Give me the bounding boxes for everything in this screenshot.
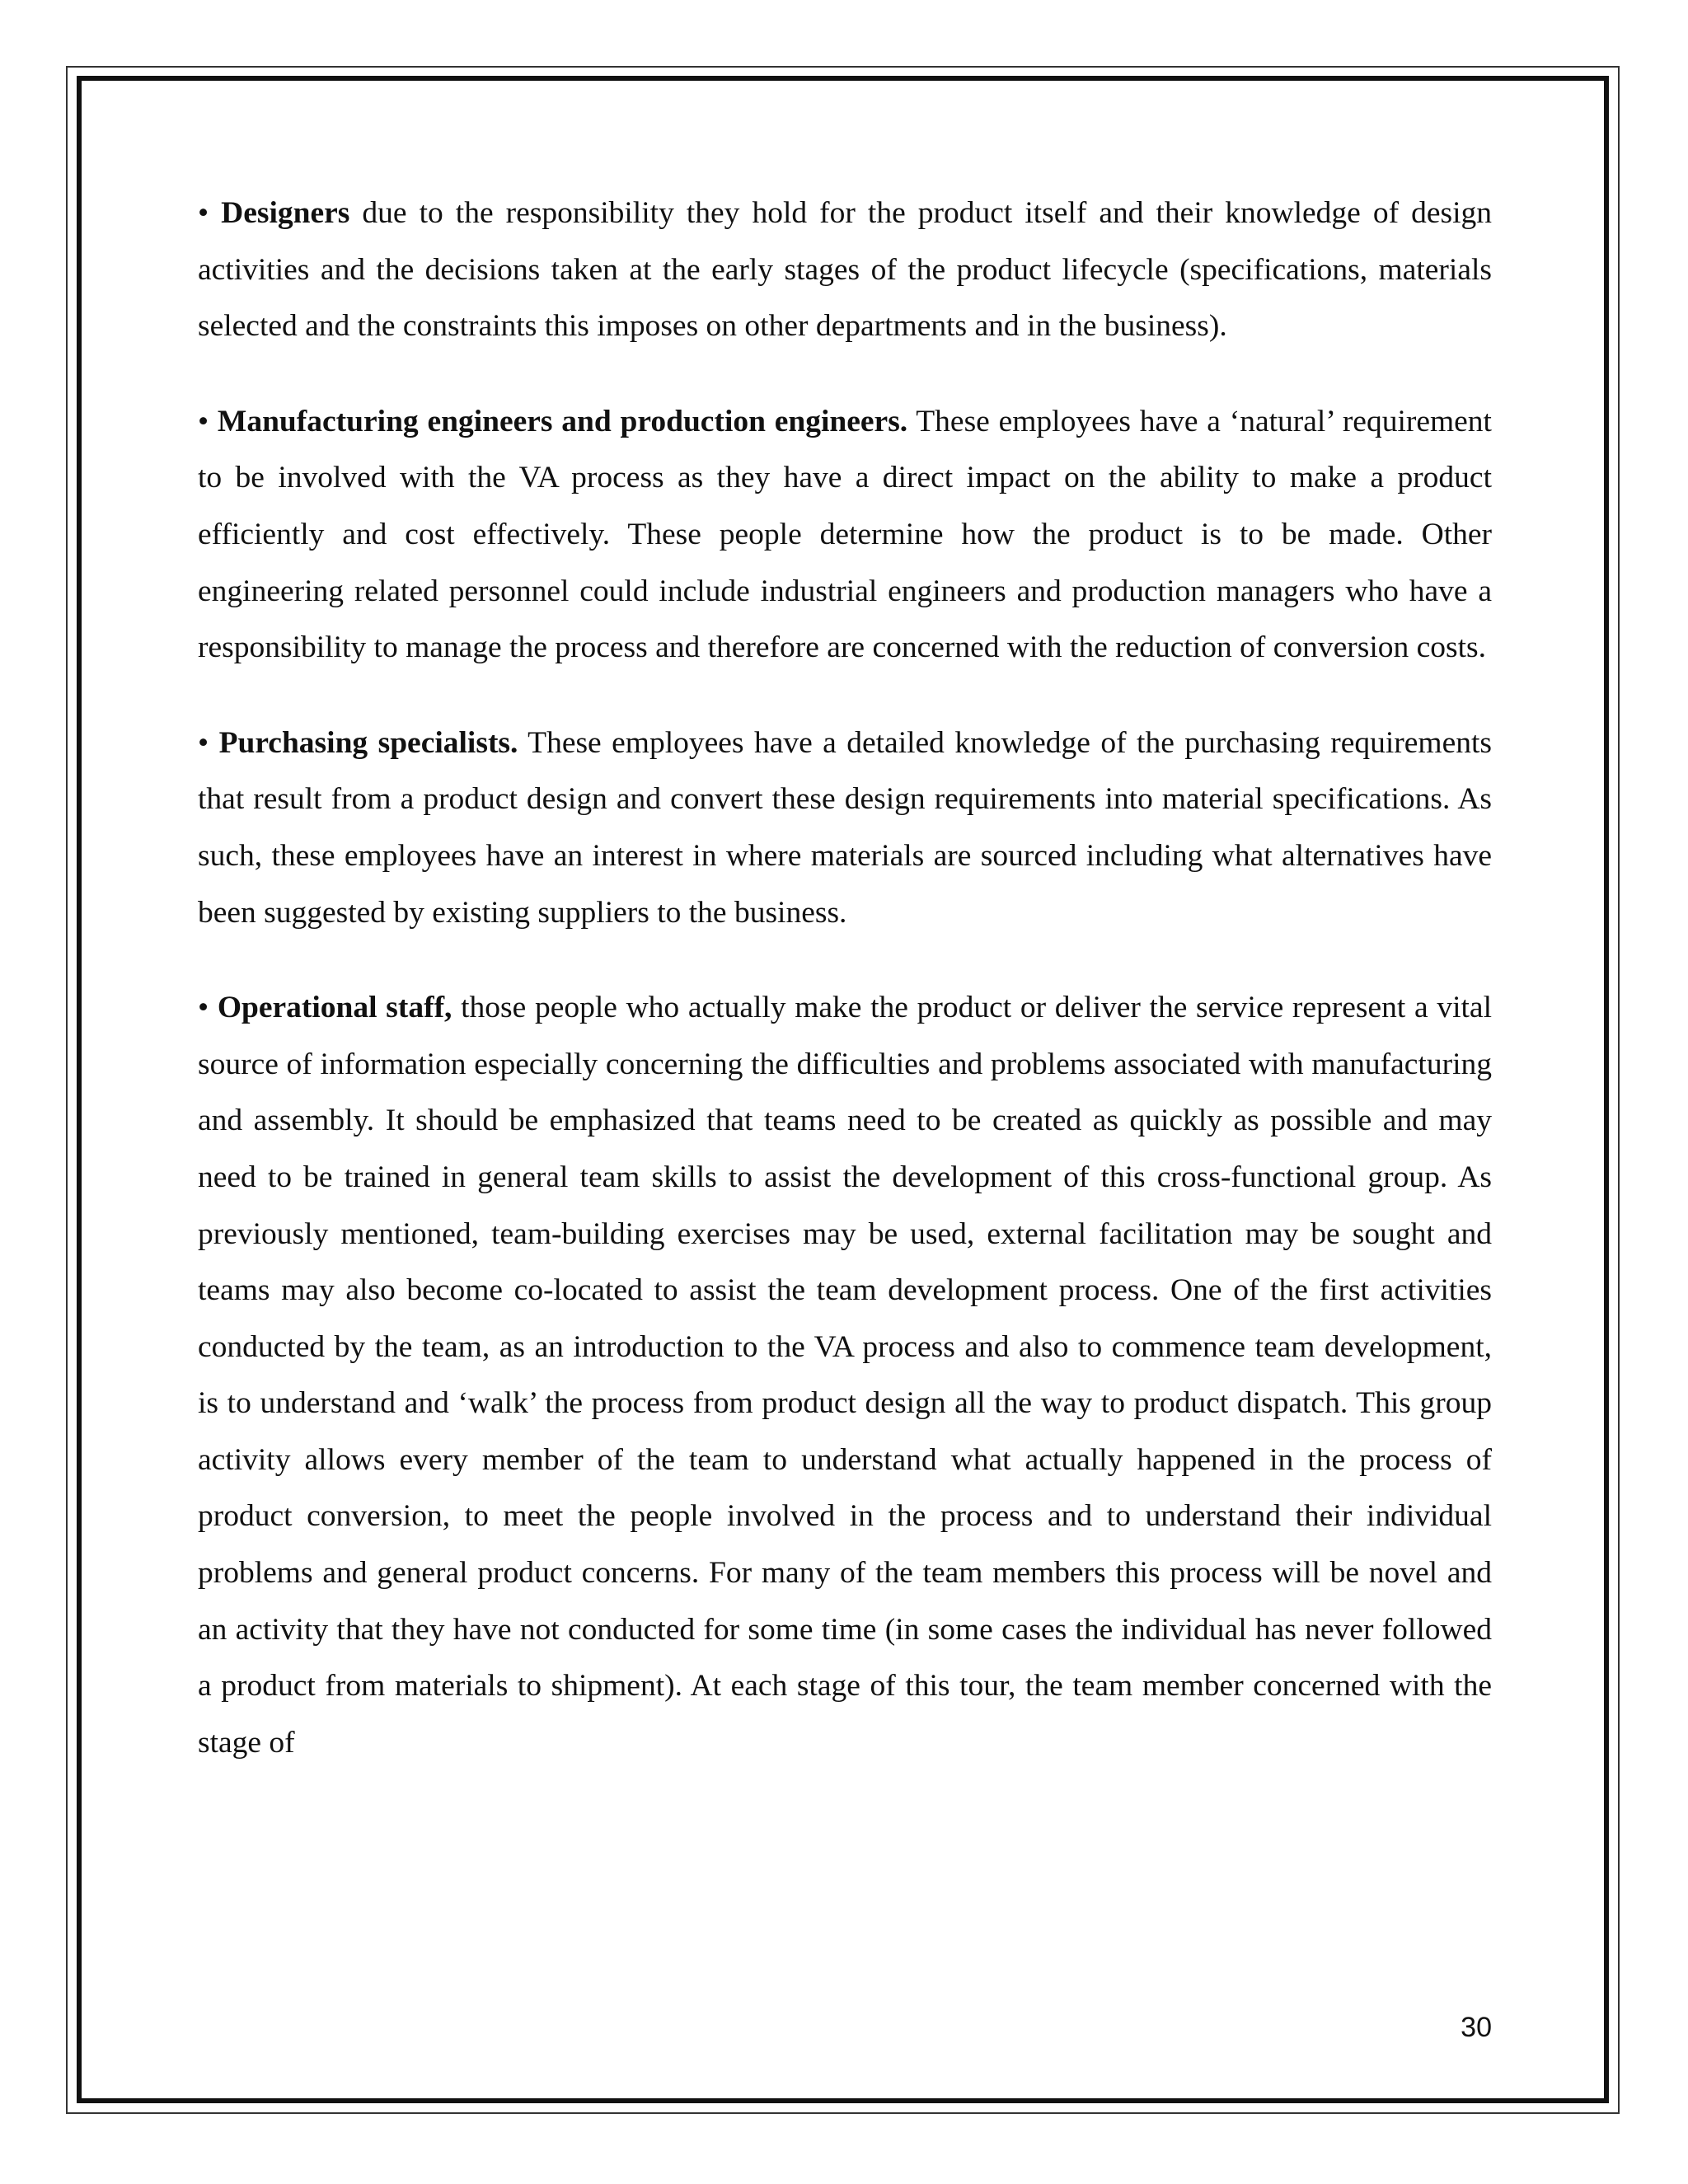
paragraph-designers	[198, 185, 1492, 355]
page-number: 30	[1461, 2012, 1492, 2043]
lead-term: Manufacturing engineers and production engineers.	[217, 404, 908, 438]
bullet: •	[198, 196, 209, 230]
lead-term: Purchasing specialists.	[218, 725, 518, 760]
bullet: •	[198, 991, 209, 1025]
paragraph-manufacturing-engineers	[198, 394, 1492, 677]
paragraph-text: due to the responsibility they hold for the product itself and their knowledge of design activities and the decisions taken at the early stages of the product lifecycle (specifications, materials selected and the constraints this imposes on other departments and in the business).	[198, 196, 1492, 344]
paragraph-purchasing-specialists	[198, 715, 1492, 941]
paragraph-operational-staff	[198, 980, 1492, 1771]
bullet: •	[198, 404, 209, 438]
bullet: •	[198, 725, 209, 760]
paragraph-text: those people who actually make the product or deliver the service represent a vital source of information especially concerning the difficulties and problems associated with manufacturing and assembly. It should be emphasized that teams need to be created as quickly as possible and may need to be trained in general team skills to assist the development of this cross-functional group. As previously mentioned, team-building exercises may be used, external facilitation may be sought and teams may also become co-located to assist the team development process. One of the first activities conducted by the team, as an introduction to the VA process and also to commence team development, is to understand and ‘walk’ the process from product design all the way to product dispatch. This group activity allows every member of the team to understand what actually happened in the process of product conversion, to meet the people involved in the process and to understand their individual problems and general product concerns. For many of the team members this process will be novel and an activity that they have not conducted for some time (in some cases the individual has never followed a product from materials to shipment). At each stage of this tour, the team member concerned with the stage of	[198, 991, 1492, 1760]
paragraph-text: These employees have a ‘natural’ requirement to be involved with the VA process as they have a direct impact on the ability to make a product efficiently and cost effectively. These people determine how the product is to be made. Other engineering related personnel could include industrial engineers and production managers who have a responsibility to manage the process and therefore are concerned with the reduction of conversion costs.	[198, 404, 1492, 665]
lead-term: Designers	[221, 196, 350, 230]
document-body	[198, 185, 1492, 1810]
paragraph-text: These employees have a detailed knowledge of the purchasing requirements that result from a product design and convert these design requirements into material specifications. As such, these employees have an interest in where materials are sourced including what alternatives have been suggested by existing suppliers to the business.	[198, 725, 1493, 930]
lead-term: Operational staff,	[217, 991, 452, 1025]
